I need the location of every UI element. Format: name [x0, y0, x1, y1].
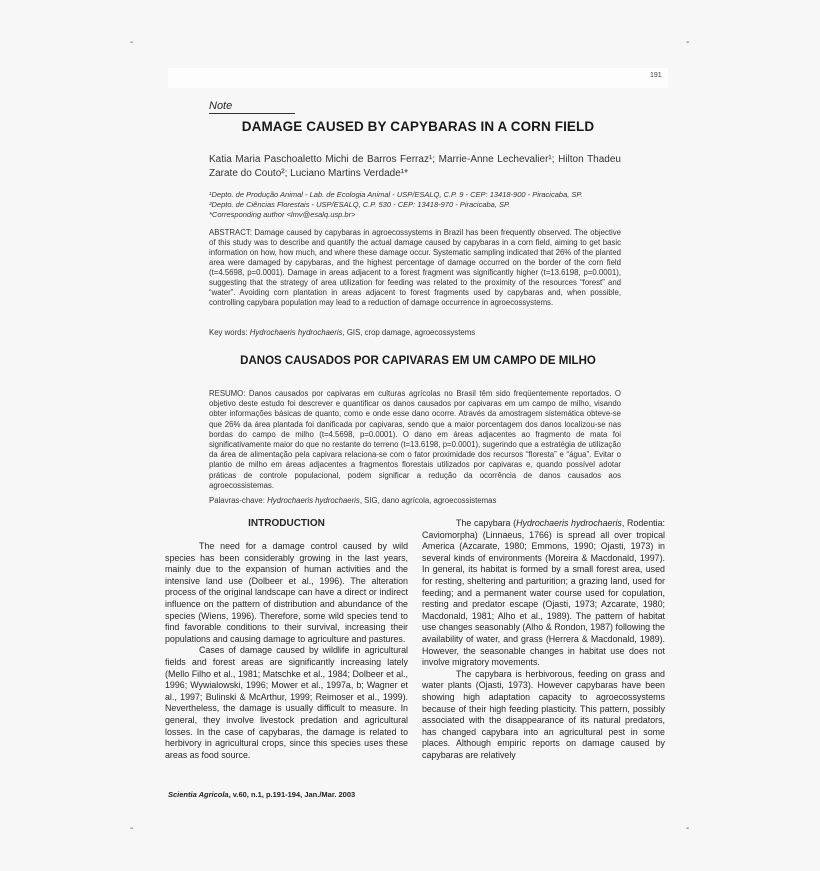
author-list: Katia Maria Paschoaletto Michi de Barros Ferraz¹; Marrie-Anne Lechevalier¹; Hilton Thadeu Zarate do Couto²; Luciano Martins Verdade¹*: [209, 154, 621, 179]
journal-name: Scientia Agricola: [168, 790, 229, 799]
corresponding-author: *Corresponding author <lmv@esalq.usp.br>: [209, 210, 356, 219]
capybara-paragraph-1: [422, 518, 665, 669]
palavras-label: Palavras-chave:: [209, 496, 265, 505]
keywords-list: , GIS, crop damage, agroecossystems: [342, 328, 476, 337]
keywords-label: Key words:: [209, 328, 248, 337]
journal-citation: , v.60, n.1, p.191-194, Jan./Mar. 2003: [228, 790, 356, 799]
keywords: [209, 328, 621, 338]
page-number: 191: [650, 72, 662, 79]
crop-mark-top-left: -: [130, 37, 134, 48]
affiliations: [209, 190, 639, 220]
intro-paragraph-1: The need for a damage control caused by wild species has been considerably growing in the last years, mainly due to the expansion of human activities and the intensive land use (Dolbeer et al., 1996). The alteration process of the original landscape can have a direct or indirect influence on the pattern of distribution and abundance of the species (Wiens, 1996). Therefore, some wild species tend to find favorable conditions to their survival, increasing their populations and causing damage to agriculture and pastures.: [165, 541, 408, 644]
keywords-species: Hydrochaeris hydrochaeris: [249, 328, 343, 337]
capybara-p1-start: The capybara (: [456, 518, 517, 528]
note-label: Note: [209, 100, 295, 114]
introduction-heading: INTRODUCTION: [248, 518, 325, 529]
palavras-species: Hydrochaeris hydrochaeris: [267, 496, 360, 505]
crop-mark-top-right: -: [686, 37, 690, 48]
running-header: [168, 68, 668, 88]
crop-mark-bottom-right: -: [686, 823, 690, 834]
intro-paragraph-2: Cases of damage caused by wildlife in agricultural fields and forest areas are significantly increasing lately (Mello Filho et al., 1981; Matschke et al., 1984; Dolbeer et al., 1996; Wywialowski, 1996; Mower et al., 1997a, b; Wagner et al., 1997; Bulinski & McArthur, 1999; Reimoser et al., 1999). Nevertheless, the damage is usually difficult to measure. In general, they involve livestock predation and agricultural losses. In the case of capybaras, the damage is related to herbivory in agricultural crops, since this species uses these areas as food source.: [165, 645, 408, 760]
paper-title: DAMAGE CAUSED BY CAPYBARAS IN A CORN FIELD: [241, 119, 595, 134]
palavras-list: , SIG, dano agrícola, agroecossistemas: [359, 496, 497, 505]
crop-mark-bottom-left: -: [130, 823, 134, 834]
capybara-p1-rest: , Rodentia: Caviomorpha) (Linnaeus, 1766) is spread all over tropical America (Azcarate, 1980; Emmons, 1990; Ojasti, 1973) in several kinds of environments (Moreira & Macdonald, 1997). In general, its habitat is formed by a small forest area, used for resting, sheltering and parturition; a grazing land, used for feeding; and a permanent water course used for copulation, resting and predator escape (Ojasti, 1973; Azcarate, 1980; Macdonald, 1981; Alho et al., 1989). The pattern of habitat use changes seasonably (Alho & Rondon, 1987) following the availability of water, and grass (Herrera & Macdonald, 1989). However, the seasonable changes in habitat use does not involve migratory movements.: [422, 518, 665, 668]
capybara-paragraph-2: The capybara is herbivorous, feeding on grass and water plants (Ojasti, 1973). However capybaras have been showing high adaptation capacity to agroecossystems because of their high feeding plasticity. This pattern, possibly associated with the disappearance of its natural predators, has changed capybara into an agricultural pest in some places. Although empiric reports on damage caused by capybaras are relatively: [422, 668, 665, 760]
right-column: [422, 518, 665, 761]
left-column: [165, 518, 408, 761]
capybara-p1-species: Hydrochaeris hydrochaeris: [516, 518, 622, 528]
resumo: RESUMO: Danos causados por capivaras em culturas agrícolas no Brasil têm sido freqüentemente reportados. O objetivo deste estudo foi descrever e quantificar os danos causados por capivaras em um campo de milho, visando obter informações básicas de quanto, como e onde esse dano ocorre. Através da amostragem sistemática obteve-se que 26% da área plantada foi danificada por capivaras, sendo que a maior porcentagem dos danos localizou-se nas bordas do campo de milho (t=4.5698, p=0.0001). O dano em áreas adjacentes ao fragmento de mata foi significativamente maior do que no restante do terreno (t=13.6198, p=0.0001), sugerindo que a estratégia de utilização da área de alimentação pela capivara relaciona-se com o fator proximidade dos recursos “floresta” e “água”. Evitar o plantio de milho em áreas adjacentes a fragmentos florestais utilizados por capivaras e, quando possível adotar práticas de controle populacional, podem significar a redução da ocorrência de danos causados aos agroecossistemas.: [209, 389, 621, 490]
affiliation-2: ²Depto. de Ciências Florestais - USP/ESALQ, C.P. 530 - CEP: 13418-970 - Piracicaba, SP.: [209, 200, 511, 209]
abstract: ABSTRACT: Damage caused by capybaras in agroecossystems in Brazil has been frequently observed. The objective of this study was to describe and quantify the actual damage caused by capybaras in a corn field, aiming to get basic information on how, how much, and where these damage occur. Systematic sampling indicated that 26% of the planted area were damaged by capybaras, and the highest percentage of damage occurred on the border of the corn field (t=4.5698, p=0.0001). Damage in areas adjacent to a forest fragment was significantly higher (t=13.6198, p=0.0001), suggesting that the strategy of area utilization for feeding was related to the proximity of the resources “forest” and “water”. Avoiding corn plantation in areas adjacent to forest fragments used by capybaras and, when possible, controlling capybara population may lead to a reduction of damage occurrence in agroecossystems.: [209, 228, 621, 307]
palavras-chave: [209, 496, 621, 506]
portuguese-title: DANOS CAUSADOS POR CAPIVARAS EM UM CAMPO DE MILHO: [240, 355, 596, 367]
affiliation-1: ¹Depto. de Produção Animal - Lab. de Ecologia Animal - USP/ESALQ, C.P. 9 - CEP: 13418-900 - Piracicaba, SP.: [209, 190, 583, 199]
journal-footer: [168, 790, 355, 799]
